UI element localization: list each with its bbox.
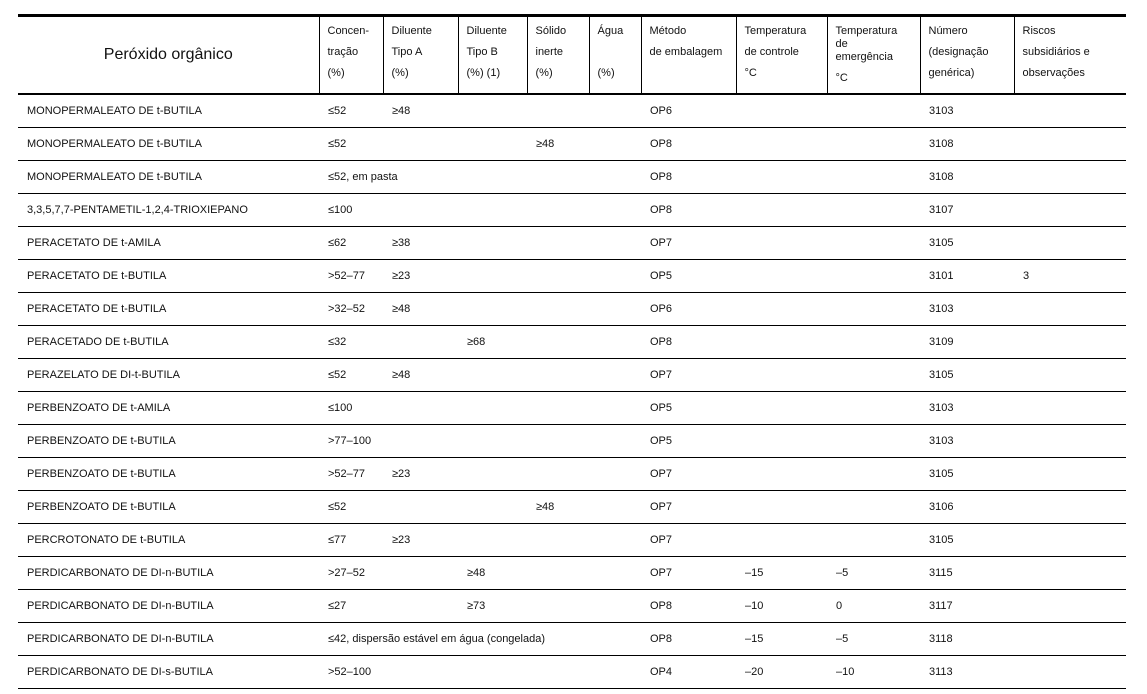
table-row <box>18 292 1126 325</box>
cell-inert-solid <box>527 589 589 622</box>
header-line: tração <box>327 46 359 58</box>
cell-peroxide-name: PERACETADO DE t-BUTILA <box>18 325 319 358</box>
cell-diluent-a <box>383 655 458 688</box>
cell-concentration: ≤77 <box>319 523 383 556</box>
header-line: Número <box>928 25 968 37</box>
cell-generic-number: 3115 <box>920 556 1014 589</box>
cell-peroxide-name: PERAZELATO DE DI-t-BUTILA <box>18 358 319 391</box>
cell-water <box>589 391 641 424</box>
cell-diluent-a <box>383 424 458 457</box>
header-line: Riscos <box>1022 25 1056 37</box>
cell-diluent-a: ≥23 <box>383 457 458 490</box>
cell-packing-method: OP7 <box>641 556 736 589</box>
cell-inert-solid <box>527 556 589 589</box>
table-row <box>18 391 1126 424</box>
header-riscos <box>1014 16 1126 94</box>
header-line: Diluente <box>391 25 432 37</box>
cell-control-temp <box>736 325 827 358</box>
cell-peroxide-name: PERACETATO DE t-BUTILA <box>18 259 319 292</box>
header-line: (%) (1) <box>466 67 501 79</box>
cell-diluent-a <box>383 127 458 160</box>
cell-subsidiary-risks <box>1014 391 1126 424</box>
cell-control-temp <box>736 424 827 457</box>
cell-peroxide-name: PERACETATO DE t-AMILA <box>18 226 319 259</box>
table-row <box>18 589 1126 622</box>
cell-diluent-a: ≥48 <box>383 292 458 325</box>
cell-generic-number: 3103 <box>920 292 1014 325</box>
cell-diluent-a <box>383 391 458 424</box>
header-line: subsidiários e <box>1022 46 1090 58</box>
cell-emergency-temp <box>827 457 920 490</box>
cell-subsidiary-risks: 3 <box>1014 259 1126 292</box>
cell-diluent-a <box>383 556 458 589</box>
cell-subsidiary-risks <box>1014 193 1126 226</box>
cell-inert-solid <box>527 292 589 325</box>
cell-subsidiary-risks <box>1014 160 1126 193</box>
cell-packing-method: OP7 <box>641 523 736 556</box>
cell-concentration: >52–100 <box>319 655 383 688</box>
cell-emergency-temp <box>827 424 920 457</box>
cell-concentration: ≤100 <box>319 193 383 226</box>
header-line: (%) <box>597 67 615 79</box>
cell-generic-number: 3103 <box>920 94 1014 128</box>
cell-control-temp <box>736 259 827 292</box>
header-line: (%) <box>535 67 553 79</box>
cell-inert-solid <box>527 391 589 424</box>
cell-generic-number: 3117 <box>920 589 1014 622</box>
cell-water <box>589 226 641 259</box>
header-line: de embalagem <box>649 46 723 58</box>
cell-control-temp <box>736 490 827 523</box>
cell-inert-solid <box>527 424 589 457</box>
header-line: Tipo B <box>466 46 498 58</box>
table-row <box>18 127 1126 160</box>
cell-control-temp <box>736 457 827 490</box>
peroxide-table <box>18 14 1126 689</box>
cell-subsidiary-risks <box>1014 325 1126 358</box>
cell-packing-method: OP7 <box>641 490 736 523</box>
cell-concentration: >77–100 <box>319 424 383 457</box>
cell-diluent-b <box>458 193 527 226</box>
cell-diluent-b <box>458 160 527 193</box>
cell-inert-solid <box>527 160 589 193</box>
cell-water <box>589 424 641 457</box>
header-line: Tipo A <box>391 46 423 58</box>
header-line: °C <box>835 72 848 84</box>
cell-emergency-temp: 0 <box>827 589 920 622</box>
cell-concentration: ≤62 <box>319 226 383 259</box>
header-line: (%) <box>391 67 409 79</box>
cell-packing-method: OP7 <box>641 226 736 259</box>
cell-peroxide-name: PERDICARBONATO DE DI-n-BUTILA <box>18 556 319 589</box>
cell-generic-number: 3108 <box>920 127 1014 160</box>
cell-inert-solid <box>527 655 589 688</box>
cell-generic-number: 3118 <box>920 622 1014 655</box>
header-line: (%) <box>327 67 345 79</box>
cell-water <box>589 193 641 226</box>
cell-concentration: ≤52, em pasta <box>319 160 383 193</box>
header-line: de <box>835 38 848 50</box>
header-line: Água <box>597 25 624 37</box>
cell-packing-method: OP8 <box>641 325 736 358</box>
cell-packing-method: OP6 <box>641 292 736 325</box>
cell-emergency-temp <box>827 358 920 391</box>
cell-generic-number: 3105 <box>920 358 1014 391</box>
cell-generic-number: 3101 <box>920 259 1014 292</box>
cell-peroxide-name: MONOPERMALEATO DE t-BUTILA <box>18 127 319 160</box>
cell-packing-method: OP5 <box>641 259 736 292</box>
cell-peroxide-name: PERBENZOATO DE t-BUTILA <box>18 457 319 490</box>
table-row <box>18 358 1126 391</box>
cell-diluent-b <box>458 490 527 523</box>
cell-peroxide-name: MONOPERMALEATO DE t-BUTILA <box>18 160 319 193</box>
header-concentracao <box>319 16 383 94</box>
cell-subsidiary-risks <box>1014 457 1126 490</box>
cell-emergency-temp <box>827 523 920 556</box>
cell-control-temp: –15 <box>736 556 827 589</box>
cell-diluent-a: ≥48 <box>383 94 458 128</box>
cell-water <box>589 259 641 292</box>
cell-diluent-a: ≥23 <box>383 523 458 556</box>
cell-generic-number: 3103 <box>920 391 1014 424</box>
cell-emergency-temp <box>827 160 920 193</box>
cell-emergency-temp <box>827 127 920 160</box>
cell-packing-method: OP5 <box>641 391 736 424</box>
cell-inert-solid <box>527 523 589 556</box>
cell-concentration: ≤42, dispersão estável em água (congelada) <box>319 622 383 655</box>
header-temp-controle <box>736 16 827 94</box>
cell-inert-solid <box>527 226 589 259</box>
cell-subsidiary-risks <box>1014 589 1126 622</box>
header-temp-emergencia <box>827 16 920 94</box>
cell-diluent-a <box>383 193 458 226</box>
header-line <box>598 42 641 63</box>
table-row <box>18 226 1126 259</box>
cell-peroxide-name: PERCROTONATO DE t-BUTILA <box>18 523 319 556</box>
cell-inert-solid: ≥48 <box>527 127 589 160</box>
cell-packing-method: OP8 <box>641 589 736 622</box>
cell-packing-method: OP7 <box>641 457 736 490</box>
cell-control-temp <box>736 127 827 160</box>
cell-generic-number: 3108 <box>920 160 1014 193</box>
cell-packing-method: OP7 <box>641 358 736 391</box>
cell-peroxide-name: 3,3,5,7,7-PENTAMETIL-1,2,4-TRIOXIEPANO <box>18 193 319 226</box>
cell-peroxide-name: PERDICARBONATO DE DI-n-BUTILA <box>18 622 319 655</box>
cell-subsidiary-risks <box>1014 226 1126 259</box>
cell-emergency-temp: –5 <box>827 556 920 589</box>
cell-concentration: ≤52 <box>319 490 383 523</box>
cell-water <box>589 622 641 655</box>
cell-diluent-a <box>383 490 458 523</box>
cell-control-temp <box>736 358 827 391</box>
cell-inert-solid <box>527 94 589 128</box>
header-line: Sólido <box>535 25 567 37</box>
table-row <box>18 523 1126 556</box>
header-line: genérica) <box>928 67 975 79</box>
cell-water <box>589 457 641 490</box>
cell-water <box>589 292 641 325</box>
cell-emergency-temp <box>827 259 920 292</box>
cell-diluent-b <box>458 655 527 688</box>
cell-diluent-a: ≥23 <box>383 259 458 292</box>
cell-water <box>589 490 641 523</box>
cell-peroxide-name: PERBENZOATO DE t-AMILA <box>18 391 319 424</box>
table-body <box>18 94 1126 689</box>
cell-diluent-a <box>383 325 458 358</box>
cell-water <box>589 523 641 556</box>
cell-control-temp <box>736 94 827 128</box>
table-row <box>18 259 1126 292</box>
cell-peroxide-name: PERBENZOATO DE t-BUTILA <box>18 490 319 523</box>
header-row <box>18 16 1126 94</box>
header-numero <box>920 16 1014 94</box>
cell-emergency-temp <box>827 193 920 226</box>
cell-water <box>589 325 641 358</box>
cell-inert-solid <box>527 358 589 391</box>
table-row <box>18 655 1126 688</box>
cell-emergency-temp <box>827 490 920 523</box>
cell-diluent-b: ≥73 <box>458 589 527 622</box>
cell-concentration: >27–52 <box>319 556 383 589</box>
cell-emergency-temp <box>827 325 920 358</box>
cell-inert-solid <box>527 457 589 490</box>
cell-generic-number: 3105 <box>920 226 1014 259</box>
cell-peroxide-name: MONOPERMALEATO DE t-BUTILA <box>18 94 319 128</box>
header-peroxido: Peróxido orgânico <box>103 46 233 64</box>
cell-subsidiary-risks <box>1014 127 1126 160</box>
cell-packing-method: OP6 <box>641 94 736 128</box>
cell-control-temp <box>736 226 827 259</box>
cell-water <box>589 655 641 688</box>
cell-subsidiary-risks <box>1014 424 1126 457</box>
cell-concentration: ≤32 <box>319 325 383 358</box>
cell-subsidiary-risks <box>1014 556 1126 589</box>
cell-peroxide-name: PERDICARBONATO DE DI-s-BUTILA <box>18 655 319 688</box>
header-metodo <box>641 16 736 94</box>
cell-diluent-b: ≥68 <box>458 325 527 358</box>
cell-subsidiary-risks <box>1014 292 1126 325</box>
cell-diluent-b <box>458 259 527 292</box>
cell-emergency-temp: –5 <box>827 622 920 655</box>
cell-peroxide-name: PERDICARBONATO DE DI-n-BUTILA <box>18 589 319 622</box>
header-agua <box>589 16 641 94</box>
cell-emergency-temp <box>827 391 920 424</box>
cell-packing-method: OP8 <box>641 193 736 226</box>
cell-diluent-b <box>458 292 527 325</box>
header-line: °C <box>744 67 757 79</box>
cell-control-temp <box>736 292 827 325</box>
cell-inert-solid <box>527 259 589 292</box>
header-line: Método <box>649 25 687 37</box>
cell-subsidiary-risks <box>1014 523 1126 556</box>
cell-emergency-temp <box>827 94 920 128</box>
table-row <box>18 424 1126 457</box>
cell-peroxide-name: PERACETATO DE t-BUTILA <box>18 292 319 325</box>
cell-water <box>589 160 641 193</box>
cell-diluent-b <box>458 391 527 424</box>
cell-concentration: ≤100 <box>319 391 383 424</box>
header-diluente-b <box>458 16 527 94</box>
cell-generic-number: 3105 <box>920 457 1014 490</box>
cell-inert-solid: ≥48 <box>527 490 589 523</box>
cell-water <box>589 94 641 128</box>
cell-control-temp <box>736 160 827 193</box>
cell-diluent-b <box>458 226 527 259</box>
cell-water <box>589 127 641 160</box>
header-line: inerte <box>535 46 564 58</box>
header-line: Temperatura <box>744 25 807 37</box>
cell-diluent-a: ≥38 <box>383 226 458 259</box>
cell-diluent-b <box>458 127 527 160</box>
header-line: Concen- <box>327 25 370 37</box>
cell-packing-method: OP5 <box>641 424 736 457</box>
cell-control-temp <box>736 523 827 556</box>
cell-packing-method: OP8 <box>641 160 736 193</box>
cell-generic-number: 3105 <box>920 523 1014 556</box>
cell-diluent-b <box>458 523 527 556</box>
cell-subsidiary-risks <box>1014 94 1126 128</box>
cell-generic-number: 3113 <box>920 655 1014 688</box>
cell-inert-solid <box>527 325 589 358</box>
cell-control-temp <box>736 391 827 424</box>
cell-diluent-b <box>458 457 527 490</box>
cell-generic-number: 3103 <box>920 424 1014 457</box>
header-line: de controle <box>744 46 799 58</box>
cell-diluent-a <box>383 589 458 622</box>
header-line: observações <box>1022 67 1085 79</box>
cell-control-temp <box>736 193 827 226</box>
cell-generic-number: 3107 <box>920 193 1014 226</box>
header-line: Diluente <box>466 25 507 37</box>
cell-diluent-b <box>458 358 527 391</box>
cell-generic-number: 3106 <box>920 490 1014 523</box>
table-row <box>18 94 1126 128</box>
cell-emergency-temp <box>827 292 920 325</box>
cell-diluent-b <box>458 94 527 128</box>
cell-concentration: >52–77 <box>319 457 383 490</box>
cell-concentration: ≤52 <box>319 127 383 160</box>
header-line: Temperatura <box>835 25 898 37</box>
cell-concentration: >32–52 <box>319 292 383 325</box>
cell-diluent-a: ≥48 <box>383 358 458 391</box>
table-row <box>18 457 1126 490</box>
table-row <box>18 325 1126 358</box>
cell-emergency-temp: –10 <box>827 655 920 688</box>
table-row <box>18 160 1126 193</box>
table-row <box>18 622 1126 655</box>
header-line: (designação <box>928 46 989 58</box>
cell-subsidiary-risks <box>1014 655 1126 688</box>
cell-generic-number: 3109 <box>920 325 1014 358</box>
cell-diluent-b <box>458 424 527 457</box>
cell-inert-solid <box>527 193 589 226</box>
cell-peroxide-name: PERBENZOATO DE t-BUTILA <box>18 424 319 457</box>
cell-diluent-b: ≥48 <box>458 556 527 589</box>
cell-packing-method: OP8 <box>641 622 736 655</box>
cell-subsidiary-risks <box>1014 490 1126 523</box>
header-line: emergência <box>835 51 893 63</box>
cell-subsidiary-risks <box>1014 358 1126 391</box>
table-row <box>18 556 1126 589</box>
cell-water <box>589 556 641 589</box>
cell-control-temp: –20 <box>736 655 827 688</box>
cell-emergency-temp <box>827 226 920 259</box>
header-diluente-a <box>383 16 458 94</box>
cell-packing-method: OP8 <box>641 127 736 160</box>
cell-concentration: >52–77 <box>319 259 383 292</box>
cell-concentration: ≤52 <box>319 94 383 128</box>
cell-subsidiary-risks <box>1014 622 1126 655</box>
table-row <box>18 193 1126 226</box>
cell-concentration: ≤27 <box>319 589 383 622</box>
cell-water <box>589 358 641 391</box>
cell-control-temp: –15 <box>736 622 827 655</box>
cell-concentration: ≤52 <box>319 358 383 391</box>
cell-water <box>589 589 641 622</box>
cell-packing-method: OP4 <box>641 655 736 688</box>
header-solido <box>527 16 589 94</box>
cell-control-temp: –10 <box>736 589 827 622</box>
table-row <box>18 490 1126 523</box>
